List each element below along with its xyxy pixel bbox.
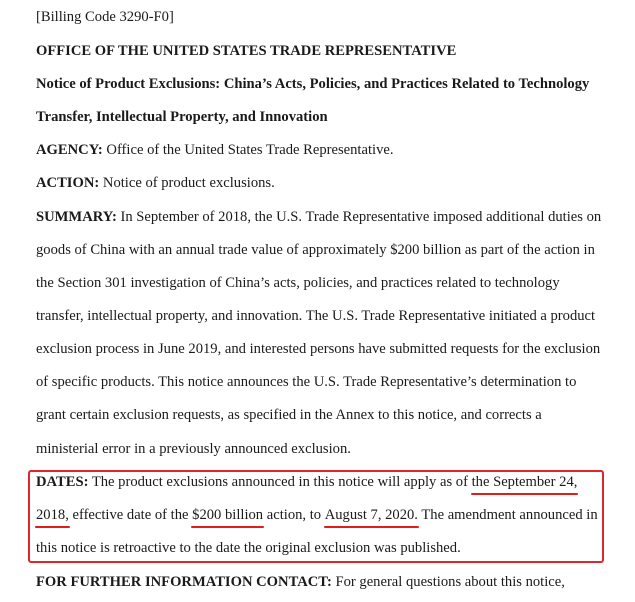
action-label: ACTION:: [36, 175, 100, 191]
summary-line: exclusion process in June 2019, and interested persons have submitted requests for the exclusion: [36, 341, 601, 357]
summary-label: SUMMARY:: [36, 209, 117, 225]
dates-text: effective date of the: [68, 507, 193, 523]
summary-text: In September of 2018, the U.S. Trade Representative imposed additional duties on: [116, 209, 602, 225]
underlined-amount: $200 billion: [192, 507, 264, 523]
dates-text: The amendment announced in: [417, 507, 598, 523]
dates-text: The product exclusions announced in this notice will apply as of: [88, 474, 472, 490]
summary-line: transfer, intellectual property, and innovation. The U.S. Trade Representative initiated a product: [36, 308, 596, 324]
notice-title-line-1: Notice of Product Exclusions: China’s Acts, Policies, and Practices Related to Technology: [36, 76, 590, 92]
agency-text: Office of the United States Trade Representative.: [102, 142, 394, 158]
summary-line: [36, 207, 601, 227]
contact-line: [36, 572, 565, 592]
office-heading: OFFICE OF THE UNITED STATES TRADE REPRESENTATIVE: [36, 43, 457, 59]
contact-label: FOR FURTHER INFORMATION CONTACT:: [36, 574, 332, 590]
agency-label: AGENCY:: [36, 142, 103, 158]
dates-line: this notice is retroactive to the date the original exclusion was published.: [36, 540, 461, 556]
agency-line: [36, 140, 394, 160]
dates-annotation-box: [28, 470, 604, 563]
underlined-year: 2018,: [36, 507, 69, 523]
summary-line: goods of China with an annual trade value of approximately $200 billion as part of the action in: [36, 242, 595, 258]
summary-line: the Section 301 investigation of China’s acts, policies, and practices related to technology: [36, 275, 560, 291]
summary-line: of specific products. This notice announces the U.S. Trade Representative’s determination to: [36, 374, 577, 390]
dates-text: action, to: [263, 507, 325, 523]
notice-title-line-2: Transfer, Intellectual Property, and Innovation: [36, 109, 328, 125]
underlined-date-end: August 7, 2020.: [324, 507, 418, 523]
billing-code: [Billing Code 3290-F0]: [36, 9, 174, 25]
action-text: Notice of product exclusions.: [99, 175, 275, 191]
dates-label: DATES:: [36, 474, 89, 490]
underlined-date-start: the September 24,: [471, 474, 578, 490]
summary-line: grant certain exclusion requests, as specified in the Annex to this notice, and corrects a: [36, 407, 542, 423]
contact-text: For general questions about this notice,: [331, 574, 565, 590]
action-line: [36, 173, 275, 193]
summary-line: ministerial error in a previously announced exclusion.: [36, 441, 351, 457]
